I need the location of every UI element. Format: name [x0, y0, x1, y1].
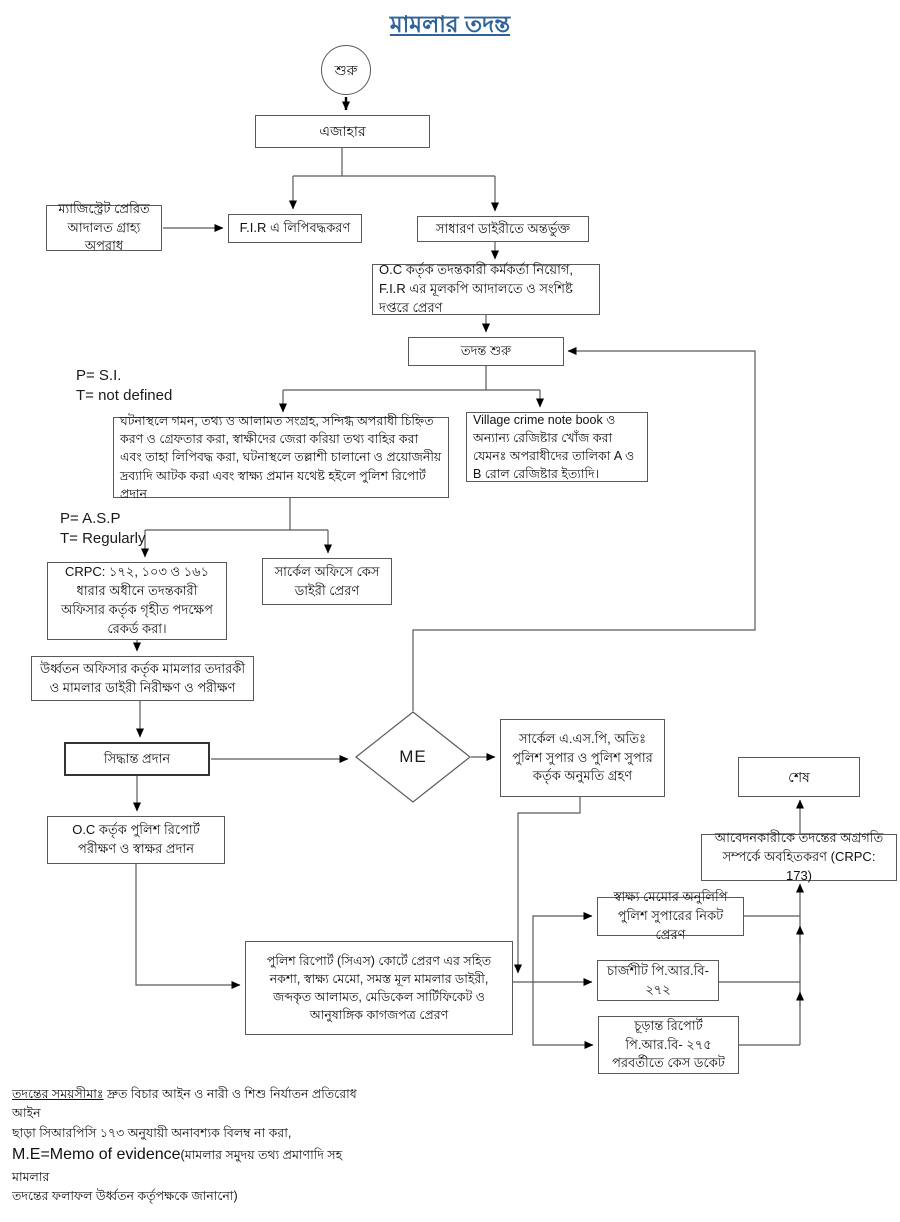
- connector-invstart-split: [283, 366, 540, 390]
- node-investigation-start: তদন্ত শুরু: [408, 337, 564, 366]
- footnote-line1-rest: দ্রুত বিচার আইন ও নারী ও শিশু নির্যাতন প্রতিরোধ আইন: [12, 1087, 357, 1121]
- footnote-line2: ছাড়া সিআরপিসি ১৭৩ অনুযায়ী অনাবশ্যক বিলম্ব না করা,: [12, 1125, 292, 1140]
- node-investigation-actions: ঘটনাস্থলে গমন, তথ্য ও আলামত সংগ্রহ, সন্দিগ্ধ অপরাধী চিহ্নিত করণ ও গ্রেফতার করা, স্বাক্ষীদের জেরা করিয়া তথ্য বাহির করা এবং তাহা লিপিবদ্ধ করা, ঘটনাস্থলে তল্লাশী চালানো ও প্রয়োজনীয় দ্রব্যাদি আটক করা এবং স্বাক্ষ্য প্রমান যথেষ্ট হইলে পুলিশ রিপোর্ট প্রদান: [113, 417, 449, 498]
- node-inform-applicant-crpc173: আবেদনকারীকে তদন্তের অগ্রগতি সম্পর্কে অবহিতকরণ (CRPC: 173): [701, 834, 897, 881]
- footnote-line3: [12, 1143, 357, 1187]
- annotation-p-asp: [60, 509, 145, 550]
- footnote-line3-rest: (মামলার সমুদয় তথ্য প্রমাণাদি সহ মামলার: [12, 1148, 343, 1184]
- node-fir-recording: F.I.R এ লিপিবদ্ধকরণ: [228, 214, 362, 243]
- annotation-p-asp-line1: P= A.S.P: [60, 510, 121, 527]
- footnote-line1-underlined: তদন্তের সময়সীমাঃ: [12, 1087, 104, 1101]
- node-senior-officer-supervision: উর্ধ্বতন অফিসার কর্তৃক মামলার তদারকী ও মামলার ডাইরী নিরীক্ষণ ও পরীক্ষণ: [31, 656, 254, 701]
- node-general-diary: সাধারণ ডাইরীতে অন্তর্ভুক্ত: [417, 216, 589, 242]
- footnote-line3-latin: M.E=Memo of evidence: [12, 1146, 181, 1164]
- node-oc-report-sign: O.C কর্তৃক পুলিশ রিপোর্ট পরীক্ষণ ও স্বাক্ষর প্রদান: [47, 816, 225, 864]
- annotation-p-si: [76, 366, 172, 407]
- footnote-line4: তদন্তের ফলাফল উর্ধ্বতন কর্তৃপক্ষকে জানানো): [12, 1189, 238, 1204]
- node-chargesheet-prb272: চার্জশীট পি.আর.বি- ২৭২: [597, 960, 719, 1001]
- annotation-p-asp-line2: T= Regularly: [60, 530, 146, 548]
- connector-ejahar-split: [293, 148, 495, 176]
- connector-branch-memocopy: [533, 916, 592, 982]
- connector-circleasp-down: [518, 797, 580, 973]
- node-circle-asp-approval: সার্কেল এ.এস.পি, অতিঃ পুলিশ সুপার ও পুলিশ সুপার কর্তৃক অনুমতি গ্রহণ: [500, 719, 665, 797]
- footnote-line1: [12, 1085, 357, 1124]
- node-police-report-cs-court: পুলিশ রিপোর্ট (সিএস) কোর্টে প্রেরণ এর সহিত নকশা, স্বাক্ষ্য মেমো, সমস্ত মূল মামলার ডাইরী, জব্দকৃত আলামত, মেডিকেল সার্টিফিকেট ও আনুষাঙ্গিক কাগজপত্র প্রেরণ: [245, 941, 513, 1035]
- node-final-report-prb275: চূড়ান্ত রিপোর্ট পি.আর.বি- ২৭৫ পরবর্তীতে কেস ডকেট: [598, 1016, 739, 1074]
- node-magistrate-referred: ম্যাজিস্ট্রেট প্রেরিত আদালত গ্রাহ্য অপরাধ: [46, 205, 162, 251]
- connector-me-feedback-invstart: [413, 351, 755, 711]
- node-crpc-sections-record: CRPC: ১৭২, ১০৩ ও ১৬১ ধারার অধীনে তদন্তকারী অফিসার কর্তৃক গৃহীত পদক্ষেপ রেকর্ড করা।: [47, 562, 227, 640]
- connector-branch-finalreport: [533, 982, 593, 1045]
- annotation-p-si-line1: P= S.I.: [76, 367, 122, 384]
- node-end: শেষ: [738, 757, 860, 797]
- node-circle-office-cd: সার্কেল অফিসে কেস ডাইরী প্রেরণ: [262, 558, 392, 605]
- node-me-diamond-label: ME: [399, 747, 427, 766]
- node-decision-giving: সিদ্ধান্ত প্রদান: [64, 742, 210, 776]
- footnote-block: [12, 1085, 357, 1207]
- node-oc-assign-io: O.C কর্তৃক তদন্তকারী কর্মকর্তা নিয়োগ, F.I.R এর মূলকপি আদালতে ও সংশিষ্ট দপ্তরে প্রেরণ: [372, 264, 600, 315]
- node-village-crime-notebook: Village crime note book ও অন্যান্য রেজিষ্টার খোঁজ করা যেমনঃ অপরাধীদের তালিকা A ও B রোল রেজিষ্টার ইত্যাদি।: [466, 412, 648, 482]
- node-ejahar: এজাহার: [255, 115, 430, 148]
- annotation-p-si-line2: T= not defined: [76, 387, 173, 405]
- node-start: শুরু: [321, 45, 371, 95]
- page-title: মামলার তদন্ত: [389, 11, 511, 37]
- connector-ocreport-cscourt: [136, 864, 240, 985]
- node-evidence-memo-copy: স্বাক্ষ্য মেমোর অনুলিপি পুলিশ সুপারের নিকট প্রেরণ: [597, 897, 744, 936]
